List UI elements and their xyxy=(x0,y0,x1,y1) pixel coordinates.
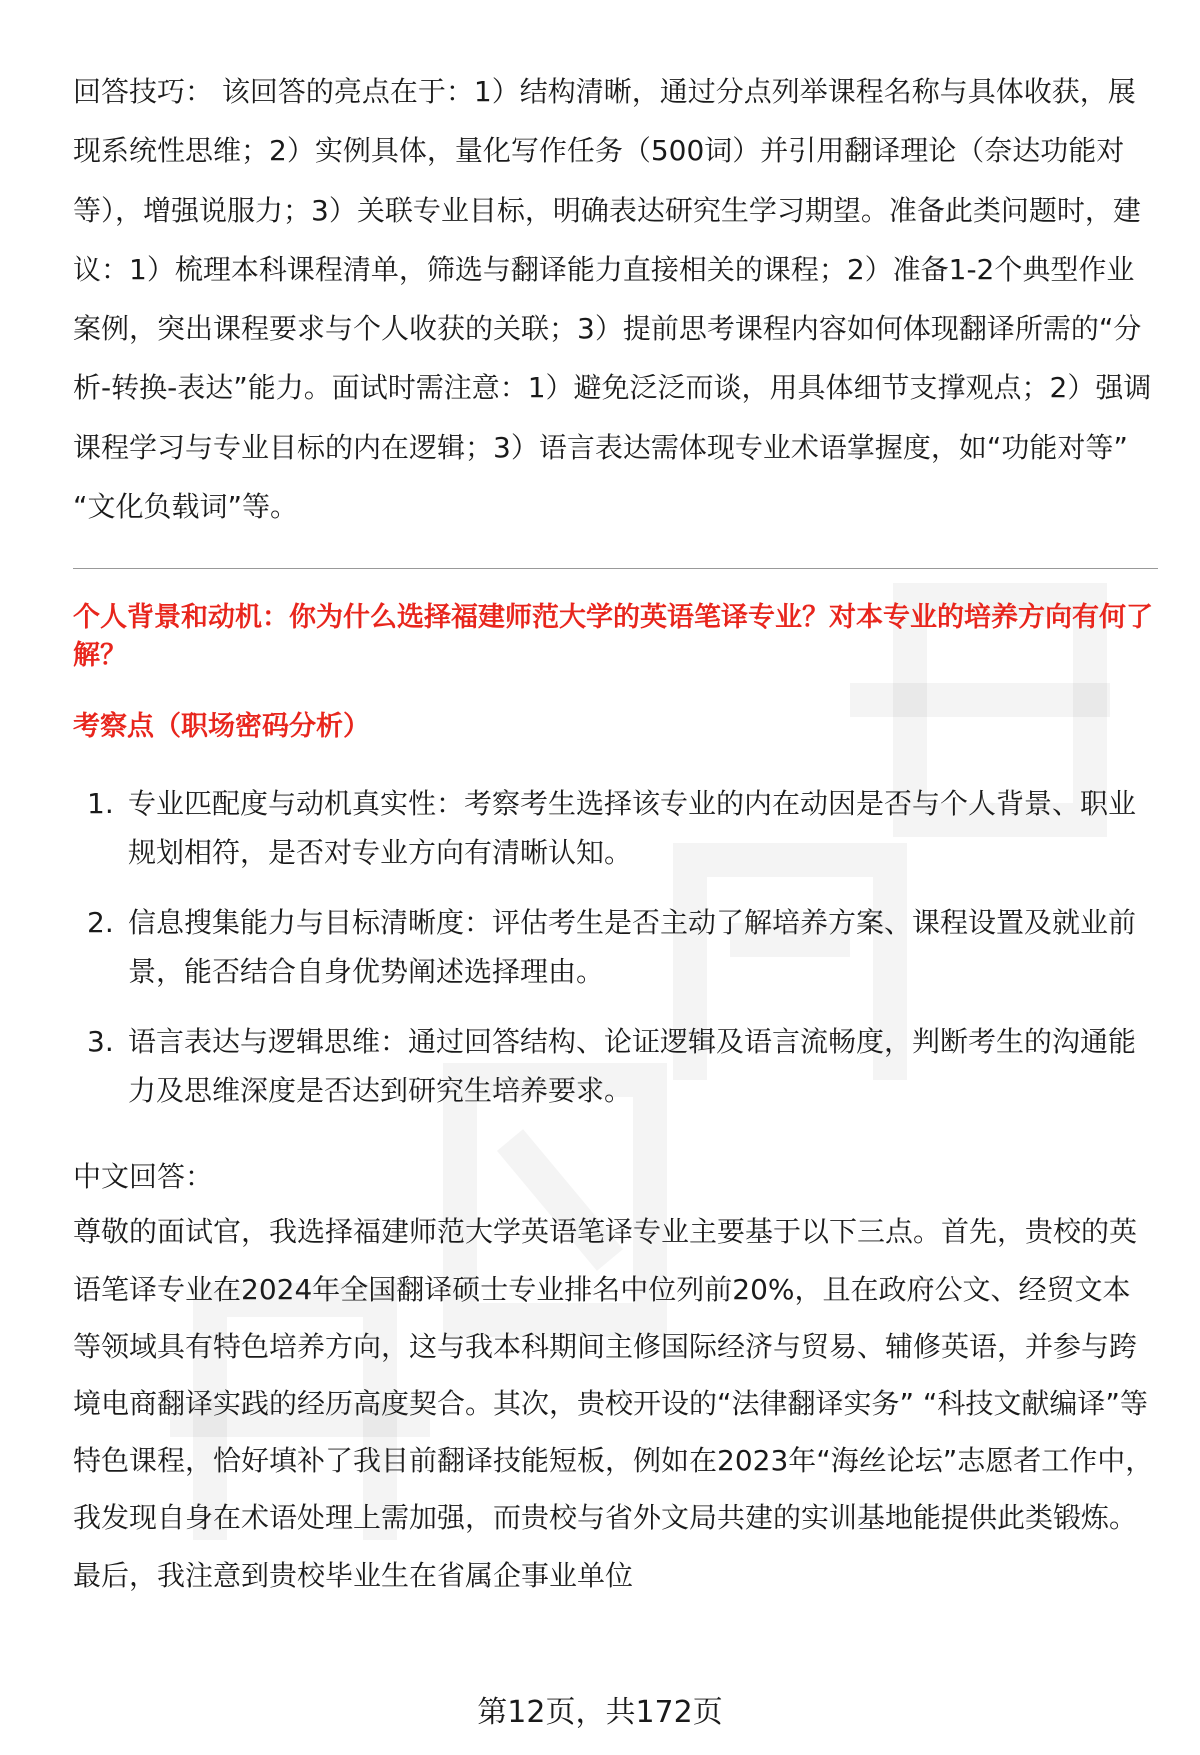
list-item-number: 1. xyxy=(87,787,114,821)
list-item-number: 3. xyxy=(87,1025,114,1059)
list-item-text: 专业匹配度与动机真实性：考察考生选择该专业的内在动因是否与个人背景、职业规划相符，是否对专业方向有清晰认知。 xyxy=(128,787,1137,870)
focus-heading: 考察点（职场密码分析） xyxy=(73,711,370,743)
main-content xyxy=(73,62,1158,1604)
list-item xyxy=(73,898,1158,996)
answer-tips-text: 该回答的亮点在于：1）结构清晰，通过分点列举课程名称与具体收获，展现系统性思维；2）实例具体，量化写作任务（500词）并引用翻译理论（奈达功能对等），增强说服力；3）关联专业目标，明确表达研究生学习期望。准备此类问题时，建议：1）梳理本科课程清单，筛选与翻译能力直接相关的课程；2）准备1-2个典型作业案例，突出课程要求与个人收获的关联；3）提前思考课程内容如何体现翻译所需的“分析-转换-表达”能力。面试时需注意：1）避免泛泛而谈，用具体细节支撑观点；2）强调课程学习与专业目标的内在逻辑；3）语言表达需体现专业术语掌握度，如“功能对等” “文化负载词”等。 xyxy=(73,75,1152,524)
focus-points-list xyxy=(73,779,1158,1115)
list-item xyxy=(73,1017,1158,1115)
chinese-answer-text: 尊敬的面试官，我选择福建师范大学英语笔译专业主要基于以下三点。首先，贵校的英语笔译专业在2024年全国翻译硕士专业排名中位列前20%，且在政府公文、经贸文本等领域具有特色培养方向，这与我本科期间主修国际经济与贸易、辅修英语，并参与跨境电商翻译实践的经历高度契合。其次，贵校开设的“法律翻译实务” “科技文献编译”等特色课程，恰好填补了我目前翻译技能短板，例如在2023年“海丝论坛”志愿者工作中，我发现自身在术语处理上需加强，而贵校与省外文局共建的实训基地能提供此类锻炼。最后，我注意到贵校毕业生在省属企事业单位 xyxy=(73,1215,1154,1592)
page-number-footer: 第12页，共172页 xyxy=(477,1695,723,1730)
section-divider xyxy=(73,568,1158,569)
list-item xyxy=(73,779,1158,877)
chinese-answer-label: 中文回答： xyxy=(73,1160,214,1194)
list-item-number: 2. xyxy=(87,906,114,940)
answer-tips-label: 回答技巧： xyxy=(73,75,214,108)
answer-tips-paragraph xyxy=(73,62,1158,536)
list-item-text: 信息搜集能力与目标清晰度：评估考生是否主动了解培养方案、课程设置及就业前景，能否结合自身优势阐述选择理由。 xyxy=(128,906,1137,989)
question-title: 个人背景和动机：你为什么选择福建师范大学的英语笔译专业？对本专业的培养方向有何了解？ xyxy=(73,602,1153,672)
list-item-text: 语言表达与逻辑思维：通过回答结构、论证逻辑及语言流畅度，判断考生的沟通能力及思维深度是否达到研究生培养要求。 xyxy=(128,1025,1137,1108)
